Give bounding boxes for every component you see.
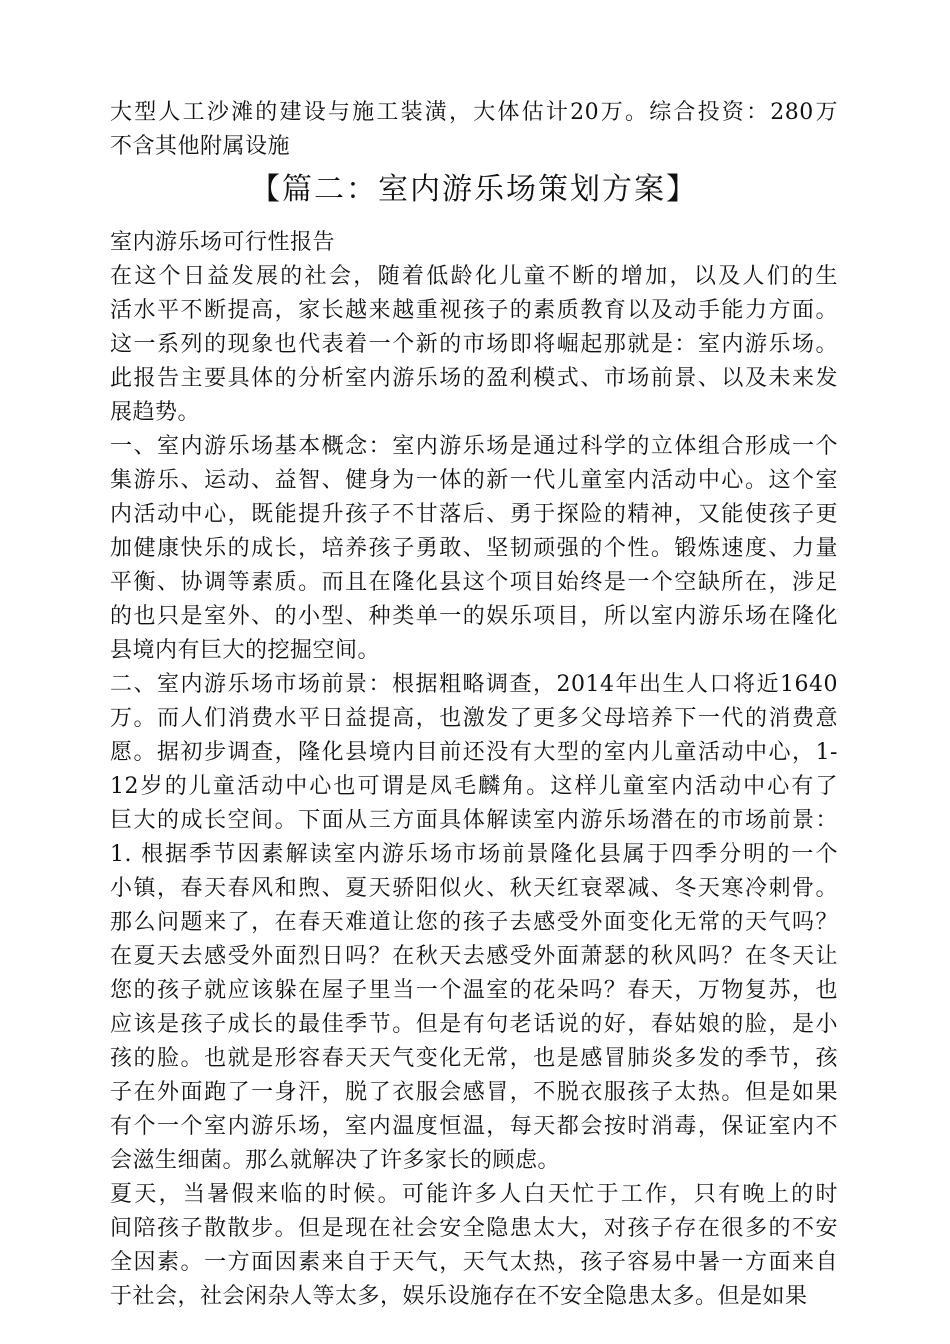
- text-line: 集游乐、运动、益智、健身为一体的新一代儿童室内活动中心。这个室: [110, 468, 838, 493]
- text-line: 大型人工沙滩的建设与施工装潢，大体估计20万。综合投资：280万: [110, 100, 838, 125]
- text-line: 12岁的儿童活动中心也可谓是凤毛麟角。这样儿童室内活动中心有了: [110, 774, 838, 799]
- text-line: 万。而人们消费水平日益提高，也激发了更多父母培养下一代的消费意: [110, 706, 838, 731]
- text-line: 活水平不断提高，家长越来越重视孩子的素质教育以及动手能力方面。: [110, 298, 838, 323]
- text-line: 展趋势。: [110, 400, 201, 425]
- text-line: 这一系列的现象也代表着一个新的市场即将崛起那就是：室内游乐场。: [110, 332, 838, 357]
- text-line: 在夏天去感受外面烈日吗？在秋天去感受外面萧瑟的秋风吗？在冬天让: [110, 944, 838, 969]
- text-line: 全因素。一方面因素来自于天气，天气太热，孩子容易中暑一方面来自: [110, 1250, 838, 1275]
- text-line: 夏天，当暑假来临的时候。可能许多人白天忙于工作，只有晚上的时: [110, 1182, 838, 1207]
- text-line: 愿。据初步调查，隆化县境内目前还没有大型的室内儿童活动中心，1-: [110, 740, 838, 765]
- text-line: 您的孩子就应该躲在屋子里当一个温室的花朵吗？春天，万物复苏，也: [110, 978, 838, 1003]
- text-line: 孩的脸。也就是形容春天天气变化无常，也是感冒肺炎多发的季节，孩: [110, 1046, 838, 1071]
- text-line: 的也只是室外、的小型、种类单一的娱乐项目，所以室内游乐场在隆化: [110, 604, 838, 629]
- text-line: 小镇，春天春风和煦、夏天骄阳似火、秋天红衰翠减、冬天寒冷刺骨。: [110, 876, 838, 901]
- text-line: 间陪孩子散散步。但是现在社会安全隐患太大，对孩子存在很多的不安: [110, 1216, 838, 1241]
- intro-paragraph: [110, 96, 838, 164]
- document-page: [110, 96, 838, 1314]
- text-line: 那么问题来了，在春天难道让您的孩子去感受外面变化无常的天气吗？: [110, 910, 838, 935]
- text-line: 平衡、协调等素质。而且在隆化县这个项目始终是一个空缺所在，涉足: [110, 570, 838, 595]
- section-title: 【篇二：室内游乐场策划方案】: [250, 172, 698, 207]
- text-line: 县境内有巨大的挖掘空间。: [110, 638, 381, 663]
- text-line: 应该是孩子成长的最佳季节。但是有句老话说的好，春姑娘的脸，是小: [110, 1012, 838, 1037]
- text-line: 巨大的成长空间。下面从三方面具体解读室内游乐场潜在的市场前景：: [110, 808, 838, 833]
- text-line: 1. 根据季节因素解读室内游乐场市场前景隆化县属于四季分明的一个: [110, 842, 838, 867]
- text-line: 子在外面跑了一身汗，脱了衣服会感冒，不脱衣服孩子太热。但是如果: [110, 1080, 838, 1105]
- text-line: 于社会，社会闲杂人等太多，娱乐设施存在不安全隐患太多。但是如果: [110, 1284, 808, 1309]
- text-line: 会滋生细菌。那么就解决了许多家长的顾虑。: [110, 1148, 561, 1173]
- text-line: 室内游乐场可行性报告: [110, 230, 336, 255]
- text-line: 二、室内游乐场市场前景：根据粗略调查，2014年出生人口将近1640: [110, 672, 838, 697]
- text-line: 不含其他附属设施: [110, 134, 291, 159]
- text-line: 加健康快乐的成长，培养孩子勇敢、坚韧顽强的个性。锻炼速度、力量: [110, 536, 838, 561]
- text-line: 内活动中心，既能提升孩子不甘落后、勇于探险的精神，又能使孩子更: [110, 502, 838, 527]
- text-line: 一、室内游乐场基本概念：室内游乐场是通过科学的立体组合形成一个: [110, 434, 838, 459]
- text-line: 此报告主要具体的分析室内游乐场的盈利模式、市场前景、以及未来发: [110, 366, 838, 391]
- text-line: 在这个日益发展的社会，随着低龄化儿童不断的增加，以及人们的生: [110, 264, 838, 289]
- body-text: [110, 226, 838, 1314]
- text-line: 有个一个室内游乐场，室内温度恒温，每天都会按时消毒，保证室内不: [110, 1114, 838, 1139]
